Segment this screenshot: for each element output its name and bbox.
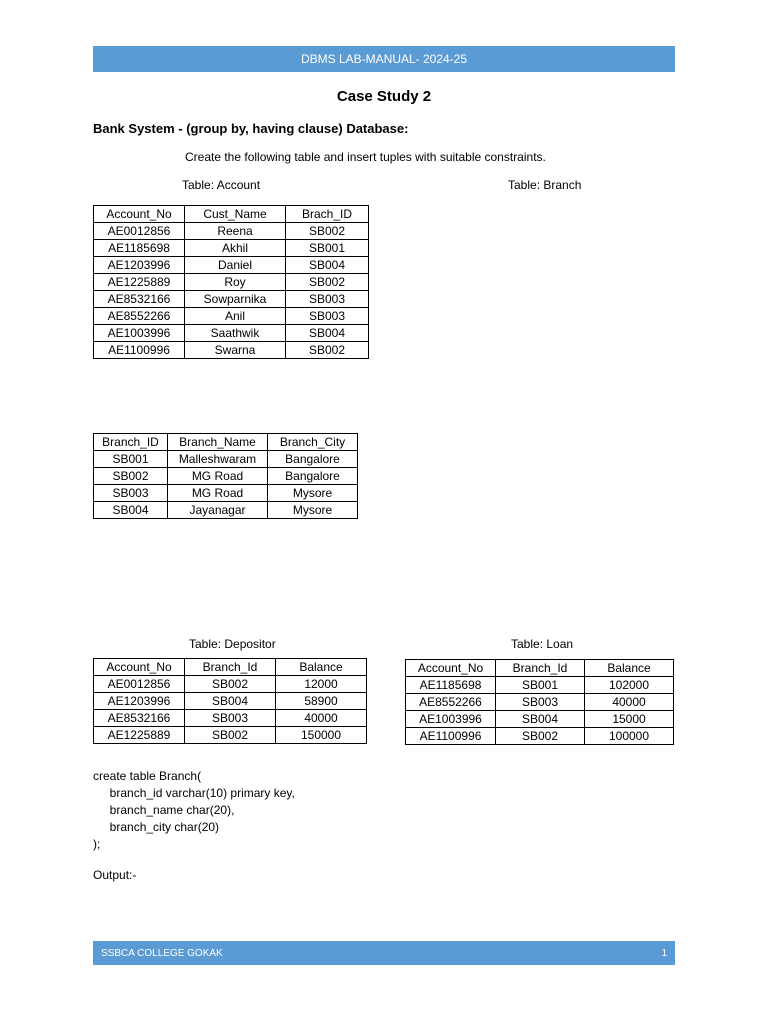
table-cell: AE0012856 — [94, 223, 185, 240]
table-cell: AE1185698 — [406, 677, 496, 694]
table-row — [94, 485, 358, 502]
table-cell: AE8552266 — [406, 694, 496, 711]
table-cell: Anil — [185, 308, 286, 325]
table-cell: AE0012856 — [94, 676, 185, 693]
table-cell: AE1003996 — [406, 711, 496, 728]
table-cell: AE8552266 — [94, 308, 185, 325]
table-cell: 150000 — [276, 727, 367, 744]
table-cell: MG Road — [168, 468, 268, 485]
table-cell: 15000 — [585, 711, 674, 728]
table-cell: AE1185698 — [94, 240, 185, 257]
column-header: Branch_City — [268, 434, 358, 451]
table-cell: Saathwik — [185, 325, 286, 342]
table-cell: AE1225889 — [94, 727, 185, 744]
table-row — [94, 223, 369, 240]
loan-table — [405, 659, 674, 745]
table-cell: SB004 — [286, 325, 369, 342]
table-cell: SB002 — [496, 728, 585, 745]
table-cell: AE1100996 — [406, 728, 496, 745]
table-row — [406, 694, 674, 711]
table-row — [94, 291, 369, 308]
column-header: Cust_Name — [185, 206, 286, 223]
table-row — [94, 342, 369, 359]
table-cell: SB002 — [185, 676, 276, 693]
table-cell: Roy — [185, 274, 286, 291]
table-row — [94, 274, 369, 291]
account-table — [93, 205, 369, 359]
column-header: Branch_Id — [496, 660, 585, 677]
column-header: Account_No — [94, 659, 185, 676]
table-cell: Daniel — [185, 257, 286, 274]
column-header: Account_No — [94, 206, 185, 223]
column-header: Brach_ID — [286, 206, 369, 223]
table-cell: Bangalore — [268, 468, 358, 485]
section-subtitle: Bank System - (group by, having clause) Database: — [93, 121, 409, 136]
code-line: branch_name char(20), — [93, 803, 235, 817]
table-row — [94, 502, 358, 519]
sql-code-block — [93, 768, 295, 853]
table-cell: SB002 — [286, 342, 369, 359]
table-row — [406, 677, 674, 694]
table-row — [94, 693, 367, 710]
table-cell: Bangalore — [268, 451, 358, 468]
table-cell: Mysore — [268, 502, 358, 519]
column-header: Account_No — [406, 660, 496, 677]
table-cell: AE8532166 — [94, 291, 185, 308]
table-cell: 40000 — [276, 710, 367, 727]
table-cell: SB001 — [496, 677, 585, 694]
table-cell: Sowparnika — [185, 291, 286, 308]
table-row — [94, 710, 367, 727]
output-label: Output:- — [93, 868, 137, 882]
table-cell: Reena — [185, 223, 286, 240]
page-footer-bar — [93, 941, 675, 965]
table-cell: SB001 — [286, 240, 369, 257]
footer-page-number: 1 — [661, 947, 667, 959]
table-cell: SB003 — [94, 485, 168, 502]
table-cell: SB003 — [185, 710, 276, 727]
table-header-row — [406, 660, 674, 677]
caption-depositor: Table: Depositor — [189, 637, 276, 651]
caption-account: Table: Account — [182, 178, 261, 192]
table-row — [94, 451, 358, 468]
table-cell: AE1100996 — [94, 342, 185, 359]
table-header-row — [94, 206, 369, 223]
table-cell: SB004 — [94, 502, 168, 519]
table-cell: SB002 — [94, 468, 168, 485]
table-cell: AE8532166 — [94, 710, 185, 727]
table-cell: SB002 — [286, 274, 369, 291]
table-cell: AE1203996 — [94, 257, 185, 274]
table-cell: Jayanagar — [168, 502, 268, 519]
table-cell: AE1203996 — [94, 693, 185, 710]
table-row — [94, 468, 358, 485]
table-header-row — [94, 659, 367, 676]
page-header-bar — [93, 46, 675, 72]
code-line: ); — [93, 837, 101, 851]
table-cell: Swarna — [185, 342, 286, 359]
column-header: Branch_Id — [185, 659, 276, 676]
table-row — [94, 257, 369, 274]
code-line: branch_id varchar(10) primary key, — [93, 786, 295, 800]
caption-branch: Table: Branch — [508, 178, 582, 192]
table-cell: Akhil — [185, 240, 286, 257]
table-cell: 102000 — [585, 677, 674, 694]
table-row — [94, 727, 367, 744]
table-cell: 58900 — [276, 693, 367, 710]
table-cell: SB001 — [94, 451, 168, 468]
table-header-row — [94, 434, 358, 451]
table-cell: AE1225889 — [94, 274, 185, 291]
header-text: DBMS LAB-MANUAL- 2024-25 — [300, 52, 468, 66]
table-cell: SB003 — [286, 308, 369, 325]
table-cell: SB003 — [286, 291, 369, 308]
table-row — [94, 676, 367, 693]
table-cell: 12000 — [276, 676, 367, 693]
table-cell: SB004 — [286, 257, 369, 274]
code-line: create table Branch( — [93, 769, 202, 783]
table-row — [94, 325, 369, 342]
caption-loan: Table: Loan — [511, 637, 574, 651]
table-cell: SB002 — [185, 727, 276, 744]
column-header: Balance — [276, 659, 367, 676]
table-row — [406, 711, 674, 728]
table-cell: 40000 — [585, 694, 674, 711]
instruction-text: Create the following table and insert tuples with suitable constraints. — [185, 150, 546, 164]
table-cell: Malleshwaram — [168, 451, 268, 468]
footer-college-name: SSBCA COLLEGE GOKAK — [101, 947, 223, 959]
depositor-table — [93, 658, 367, 744]
table-cell: MG Road — [168, 485, 268, 502]
table-cell: AE1003996 — [94, 325, 185, 342]
table-cell: 100000 — [585, 728, 674, 745]
column-header: Branch_Name — [168, 434, 268, 451]
code-line: branch_city char(20) — [93, 820, 220, 834]
table-cell: Mysore — [268, 485, 358, 502]
branch-table — [93, 433, 358, 519]
table-row — [94, 240, 369, 257]
table-cell: SB004 — [496, 711, 585, 728]
table-cell: SB004 — [185, 693, 276, 710]
page-title: Case Study 2 — [336, 88, 432, 105]
table-cell: SB003 — [496, 694, 585, 711]
column-header: Balance — [585, 660, 674, 677]
table-cell: SB002 — [286, 223, 369, 240]
table-row — [94, 308, 369, 325]
column-header: Branch_ID — [94, 434, 168, 451]
table-row — [406, 728, 674, 745]
